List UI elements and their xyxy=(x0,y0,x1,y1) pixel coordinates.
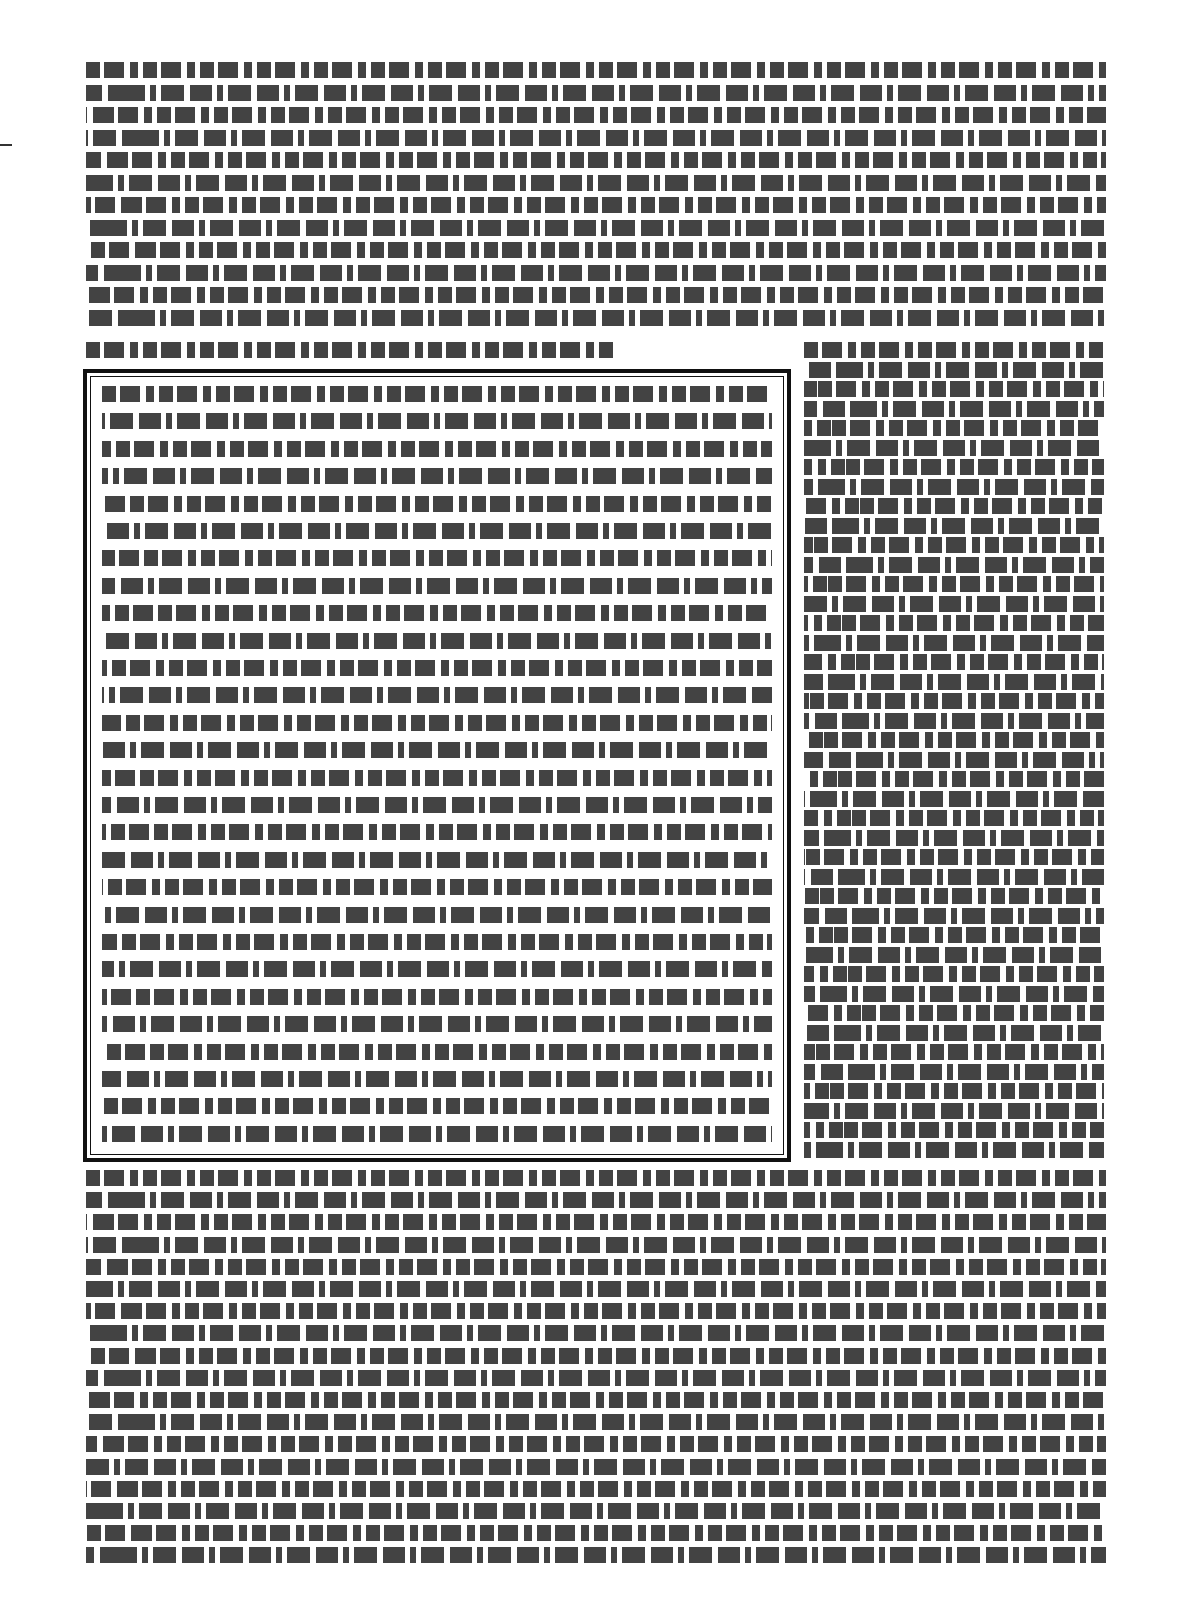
line-ink xyxy=(86,1547,1106,1563)
side-column-line xyxy=(804,1042,1104,1060)
line-ink xyxy=(804,810,1104,826)
line-ink xyxy=(86,310,1106,326)
framed-line xyxy=(102,795,772,813)
side-column-line xyxy=(804,867,1104,885)
line-ink xyxy=(102,386,772,402)
framed-line xyxy=(102,713,772,731)
framed-line xyxy=(102,466,772,484)
line-ink xyxy=(804,1025,1104,1041)
line-ink xyxy=(86,1192,1106,1208)
line-ink xyxy=(86,265,1106,281)
side-column-line xyxy=(804,613,1104,631)
line-ink xyxy=(804,381,1104,397)
footer-line xyxy=(86,1323,1106,1341)
line-ink xyxy=(102,989,772,1005)
footer-text-block xyxy=(86,1168,1106,1568)
line-ink xyxy=(86,1259,1106,1275)
line-ink xyxy=(102,1126,772,1142)
header-line xyxy=(86,60,1106,78)
framed-text-lines xyxy=(102,384,772,1149)
line-ink xyxy=(102,1071,772,1087)
side-column-line xyxy=(804,945,1104,963)
line-ink xyxy=(804,537,1104,553)
line-ink xyxy=(804,362,1104,378)
line-ink xyxy=(804,830,1104,846)
line-ink xyxy=(102,633,772,649)
line-ink xyxy=(804,557,1104,573)
line-ink xyxy=(804,1044,1104,1060)
side-column-lines xyxy=(804,340,1104,1160)
line-ink xyxy=(102,496,772,512)
page-number xyxy=(633,333,791,367)
footer-line xyxy=(86,1346,1106,1364)
line-ink xyxy=(86,1414,1106,1430)
line-ink xyxy=(86,62,1106,78)
side-column-line xyxy=(804,1003,1104,1021)
side-column-line xyxy=(804,477,1104,495)
line-ink xyxy=(804,966,1104,982)
framed-line xyxy=(102,521,772,539)
side-column-line xyxy=(804,789,1104,807)
line-ink xyxy=(102,797,772,813)
line-ink xyxy=(804,752,1104,768)
line-ink xyxy=(804,693,1104,709)
line-ink xyxy=(804,654,1104,670)
header-line xyxy=(86,173,1106,191)
side-column-line xyxy=(804,808,1104,826)
side-column-line xyxy=(804,1023,1104,1041)
line-ink xyxy=(804,713,1104,729)
line-ink xyxy=(86,1503,1106,1519)
side-column-line xyxy=(804,574,1104,592)
line-ink xyxy=(804,440,1104,456)
framed-line xyxy=(102,1069,772,1087)
line-ink xyxy=(86,1303,1106,1319)
line-ink xyxy=(804,888,1104,904)
footer-line xyxy=(86,1190,1106,1208)
line-ink xyxy=(102,852,772,868)
side-column-line xyxy=(804,1081,1104,1099)
header-caption-line xyxy=(86,340,616,360)
header-line xyxy=(86,195,1106,213)
side-column-line xyxy=(804,691,1104,709)
line-ink xyxy=(804,732,1104,748)
line-ink xyxy=(102,1044,772,1060)
side-column-line xyxy=(804,984,1104,1002)
framed-line xyxy=(102,603,772,621)
header-line xyxy=(86,150,1106,168)
side-column-line xyxy=(804,535,1104,553)
line-ink xyxy=(102,934,772,950)
header-line xyxy=(86,105,1106,123)
line-ink xyxy=(86,1325,1106,1341)
side-column-line xyxy=(804,594,1104,612)
side-column-line xyxy=(804,711,1104,729)
framed-line xyxy=(102,494,772,512)
line-ink xyxy=(804,771,1104,787)
line-ink xyxy=(804,342,1104,358)
side-column-line xyxy=(804,379,1104,397)
footer-line xyxy=(86,1523,1106,1541)
side-column-line xyxy=(804,828,1104,846)
line-ink xyxy=(804,518,1104,534)
line-ink xyxy=(86,130,1106,146)
line-ink xyxy=(86,242,1106,258)
framed-line xyxy=(102,1042,772,1060)
framed-line xyxy=(102,576,772,594)
line-ink xyxy=(102,770,772,786)
framed-line xyxy=(102,658,772,676)
footer-line xyxy=(86,1479,1106,1497)
footer-line xyxy=(86,1412,1106,1430)
side-column-line xyxy=(804,1140,1104,1158)
line-ink xyxy=(804,869,1104,885)
framed-main-text-block xyxy=(102,384,772,1149)
footer-line xyxy=(86,1168,1106,1186)
line-ink xyxy=(102,715,772,731)
footer-line xyxy=(86,1279,1106,1297)
line-ink xyxy=(86,1392,1106,1408)
footer-line xyxy=(86,1368,1106,1386)
line-ink xyxy=(804,401,1104,417)
margin-mark xyxy=(0,144,12,146)
line-ink xyxy=(804,986,1104,1002)
side-column-line xyxy=(804,847,1104,865)
framed-line xyxy=(102,439,772,457)
side-column-line xyxy=(804,750,1104,768)
side-column-line xyxy=(804,730,1104,748)
side-column-line xyxy=(804,1062,1104,1080)
line-ink xyxy=(804,674,1104,690)
line-ink xyxy=(102,550,772,566)
header-line xyxy=(86,263,1106,281)
side-column-line xyxy=(804,769,1104,787)
side-column-line xyxy=(804,516,1104,534)
side-column-line xyxy=(804,418,1104,436)
side-column-line xyxy=(804,1101,1104,1119)
framed-line xyxy=(102,850,772,868)
line-ink xyxy=(804,596,1104,612)
line-ink xyxy=(804,576,1104,592)
line-ink xyxy=(804,1142,1104,1158)
framed-line xyxy=(102,822,772,840)
side-column-line xyxy=(804,633,1104,651)
line-ink xyxy=(804,947,1104,963)
line-ink xyxy=(102,742,772,758)
framed-line xyxy=(102,685,772,703)
line-ink xyxy=(804,420,1104,436)
side-column-line xyxy=(804,360,1104,378)
line-ink xyxy=(86,1370,1106,1386)
footer-line xyxy=(86,1457,1106,1475)
side-column-line xyxy=(804,906,1104,924)
line-ink xyxy=(804,498,1104,514)
line-ink xyxy=(86,1170,1106,1186)
side-column-line xyxy=(804,340,1104,358)
side-column-line xyxy=(804,964,1104,982)
line-ink xyxy=(804,908,1104,924)
framed-line xyxy=(102,905,772,923)
footer-line xyxy=(86,1257,1106,1275)
line-ink xyxy=(102,468,772,484)
line-ink xyxy=(102,687,772,703)
line-ink xyxy=(86,1214,1106,1230)
line-ink xyxy=(86,342,616,358)
side-column-line xyxy=(804,886,1104,904)
side-column-text-block xyxy=(804,340,1104,1160)
framed-line xyxy=(102,987,772,1005)
line-ink xyxy=(102,578,772,594)
line-ink xyxy=(102,441,772,457)
side-column-line xyxy=(804,925,1104,943)
line-ink xyxy=(86,1436,1106,1452)
line-ink xyxy=(86,1459,1106,1475)
line-ink xyxy=(102,824,772,840)
framed-line xyxy=(102,384,772,402)
side-column-line xyxy=(804,1120,1104,1138)
line-ink xyxy=(86,175,1106,191)
framed-line xyxy=(102,548,772,566)
line-ink xyxy=(804,479,1104,495)
line-ink xyxy=(102,605,772,621)
side-column-line xyxy=(804,399,1104,417)
line-ink xyxy=(804,1122,1104,1138)
line-ink xyxy=(804,1083,1104,1099)
header-lines xyxy=(86,60,1106,330)
line-ink xyxy=(804,459,1104,475)
footer-line xyxy=(86,1235,1106,1253)
footer-line xyxy=(86,1501,1106,1519)
footer-line xyxy=(86,1301,1106,1319)
line-ink xyxy=(102,413,772,429)
footer-line xyxy=(86,1434,1106,1452)
framed-line xyxy=(102,1124,772,1142)
side-column-line xyxy=(804,672,1104,690)
line-ink xyxy=(102,1098,772,1114)
line-ink xyxy=(86,1525,1106,1541)
line-ink xyxy=(102,660,772,676)
line-ink xyxy=(102,879,772,895)
framed-line xyxy=(102,631,772,649)
line-ink xyxy=(86,1481,1106,1497)
framed-line xyxy=(102,877,772,895)
line-ink xyxy=(102,523,772,539)
footer-lines xyxy=(86,1168,1106,1568)
header-line xyxy=(86,308,1106,326)
line-ink xyxy=(804,1064,1104,1080)
framed-line xyxy=(102,1096,772,1114)
framed-line xyxy=(102,411,772,429)
line-ink xyxy=(86,1281,1106,1297)
framed-line xyxy=(102,959,772,977)
framed-line xyxy=(102,768,772,786)
line-ink xyxy=(804,615,1104,631)
side-column-line xyxy=(804,652,1104,670)
line-ink xyxy=(86,197,1106,213)
header-text-block xyxy=(86,60,1106,330)
header-line xyxy=(86,128,1106,146)
line-ink xyxy=(86,1348,1106,1364)
framed-line xyxy=(102,1014,772,1032)
line-ink xyxy=(86,152,1106,168)
line-ink xyxy=(102,1016,772,1032)
side-column-line xyxy=(804,555,1104,573)
line-ink xyxy=(86,220,1106,236)
line-ink xyxy=(86,107,1106,123)
line-ink xyxy=(86,1237,1106,1253)
footer-line xyxy=(86,1212,1106,1230)
header-line xyxy=(86,240,1106,258)
line-ink xyxy=(86,287,1106,303)
caption-text xyxy=(86,340,616,358)
side-column-line xyxy=(804,496,1104,514)
line-ink xyxy=(804,927,1104,943)
line-ink xyxy=(804,1005,1104,1021)
line-ink xyxy=(86,85,1106,101)
line-ink xyxy=(102,907,772,923)
side-column-line xyxy=(804,438,1104,456)
side-column-line xyxy=(804,457,1104,475)
framed-line xyxy=(102,932,772,950)
header-line xyxy=(86,285,1106,303)
line-ink xyxy=(804,1103,1104,1119)
line-ink xyxy=(804,849,1104,865)
line-ink xyxy=(102,961,772,977)
line-ink xyxy=(804,635,1104,651)
header-line xyxy=(86,218,1106,236)
line-ink xyxy=(804,791,1104,807)
footer-line xyxy=(86,1545,1106,1563)
framed-line xyxy=(102,740,772,758)
footer-line xyxy=(86,1390,1106,1408)
header-line xyxy=(86,83,1106,101)
